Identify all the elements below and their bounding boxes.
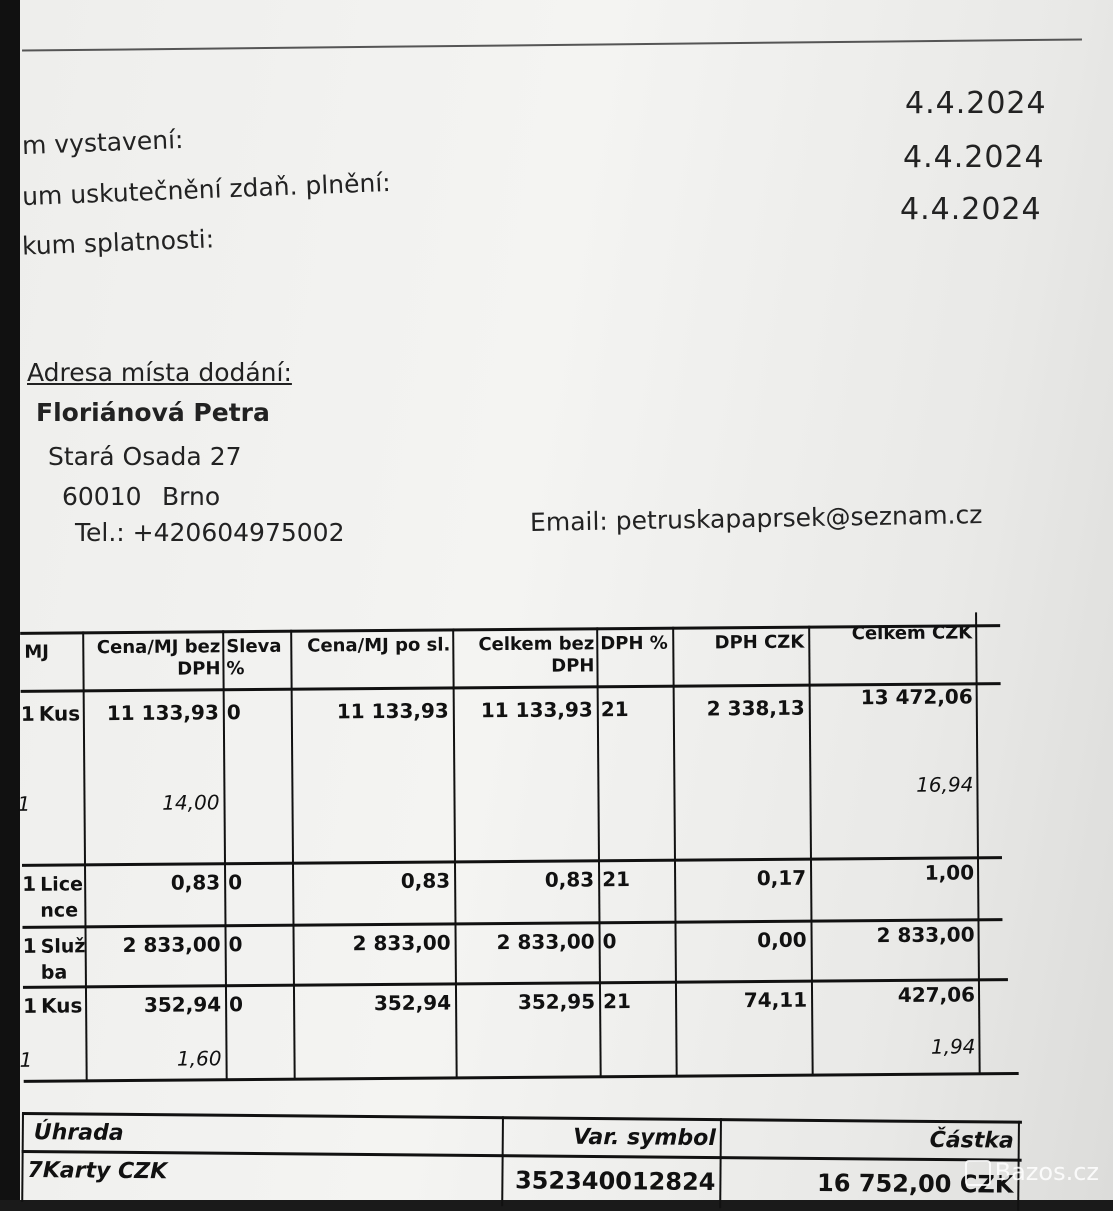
row1-vat-czk: 2 338,13 <box>706 695 805 721</box>
row4-sub-qty: 1 <box>19 1047 33 1072</box>
delivery-heading: Adresa místa dodání: <box>27 358 292 387</box>
due-date-label: kum splatnosti: <box>21 224 215 261</box>
payment-amount-label: Částka <box>929 1127 1014 1154</box>
payment-col-rule <box>501 1116 504 1206</box>
row4-discount: 0 <box>229 992 244 1017</box>
row1-price-after: 11 133,93 <box>336 698 449 724</box>
delivery-street: Stará Osada 27 <box>48 442 242 471</box>
col-rule <box>452 628 458 1078</box>
payment-amount: 16 752,00 CZK <box>816 1168 1014 1199</box>
row2-price-after: 0,83 <box>400 868 451 893</box>
watermark-text: Bazos.cz <box>994 1158 1099 1186</box>
row1-total-no-vat: 11 133,93 <box>480 697 593 723</box>
row3-qty: 1 <box>22 933 37 958</box>
row2-mj: Lice nce <box>40 873 84 922</box>
row2-total-no-vat: 0,83 <box>544 867 595 892</box>
table-bottom-rule <box>24 1072 1019 1083</box>
row4-price: 352,94 <box>143 992 222 1017</box>
row1-discount: 0 <box>226 700 241 725</box>
issue-date-label: m vystavení: <box>21 124 184 161</box>
delivery-phone: Tel.: +420604975002 <box>75 518 345 547</box>
row2-qty: 1 <box>22 871 37 896</box>
header-mj: MJ <box>24 641 50 663</box>
row3-vat-czk: 0,00 <box>757 927 807 953</box>
row2-vat-czk: 0,17 <box>756 865 807 891</box>
col-rule <box>82 631 88 1081</box>
header-total-czk: Celkem CZK <box>851 622 973 645</box>
row1-total-czk: 13 472,06 <box>860 684 973 710</box>
delivery-city: Brno <box>162 482 221 511</box>
row1-qty: 1 <box>20 701 35 726</box>
row4-total-no-vat: 352,95 <box>517 989 596 1014</box>
row3-mj: Služ ba <box>40 935 86 984</box>
row3-total-no-vat: 2 833,00 <box>496 929 595 955</box>
payment-symbol-label: Var. symbol <box>573 1124 716 1152</box>
header-total-no-vat: Celkem bez DPH <box>478 633 595 677</box>
col-rule <box>290 630 296 1080</box>
col-rule <box>596 627 602 1077</box>
payment-table <box>21 1112 1022 1209</box>
payment-symbol: 352340012824 <box>514 1166 716 1197</box>
row4-price-after: 352,94 <box>373 990 452 1016</box>
row3-price-after: 2 833,00 <box>352 930 451 956</box>
header-price-after: Cena/MJ po sl. <box>307 634 451 657</box>
row2-vat-pct: 21 <box>602 867 631 892</box>
header-vat-czk: DPH CZK <box>714 631 805 654</box>
row4-sub-price: 1,60 <box>176 1046 222 1071</box>
row3-vat-pct: 0 <box>602 929 617 954</box>
row3-total-czk: 2 833,00 <box>876 922 975 948</box>
header-discount: Sleva % <box>226 635 282 680</box>
taxable-date-label: um uskutečnění zdaň. plnění: <box>21 167 392 212</box>
row1-mj: Kus <box>38 701 81 726</box>
due-date-value: 4.4.2024 <box>900 192 1042 227</box>
delivery-email: Email: petruskapaprsek@seznam.cz <box>529 500 983 537</box>
items-table <box>0 602 1024 1090</box>
delivery-zip: 60010 <box>62 482 142 511</box>
row2-total-czk: 1,00 <box>924 860 975 885</box>
watermark <box>965 1158 1099 1186</box>
row4-mj: Kus <box>41 993 83 1018</box>
col-rule <box>222 630 228 1080</box>
row4-qty: 1 <box>23 993 38 1018</box>
payment-col-rule <box>21 1112 24 1202</box>
payment-method-label: Úhrada <box>33 1120 124 1146</box>
row1-sub-price: 14,00 <box>162 790 220 815</box>
payment-method: 7Karty CZK <box>27 1158 168 1185</box>
row4-total-czk: 427,06 <box>897 982 976 1007</box>
row4-sub-total: 1,94 <box>930 1034 976 1059</box>
row4-vat-czk: 74,11 <box>743 987 808 1013</box>
delivery-name: Floriánová Petra <box>36 398 270 427</box>
row4-vat-pct: 21 <box>602 989 632 1014</box>
taxable-date-value: 4.4.2024 <box>903 140 1045 175</box>
row1-vat-pct: 21 <box>600 697 629 722</box>
header-vat-pct: DPH % <box>600 632 668 655</box>
issue-date-value: 4.4.2024 <box>905 86 1047 121</box>
row1-price: 11 133,93 <box>106 700 219 726</box>
row2-price: 0,83 <box>170 870 221 895</box>
header-price-unit: Cena/MJ bez DPH <box>96 636 221 680</box>
row3-discount: 0 <box>228 932 243 957</box>
col-rule <box>672 627 678 1077</box>
row3-price: 2 833,00 <box>122 932 221 958</box>
row1-sub-qty: 1 <box>17 791 31 816</box>
bazos-logo-icon <box>965 1160 991 1186</box>
row1-sub-total: 16,94 <box>916 772 974 797</box>
payment-col-rule <box>719 1118 722 1208</box>
row2-discount: 0 <box>228 870 243 895</box>
